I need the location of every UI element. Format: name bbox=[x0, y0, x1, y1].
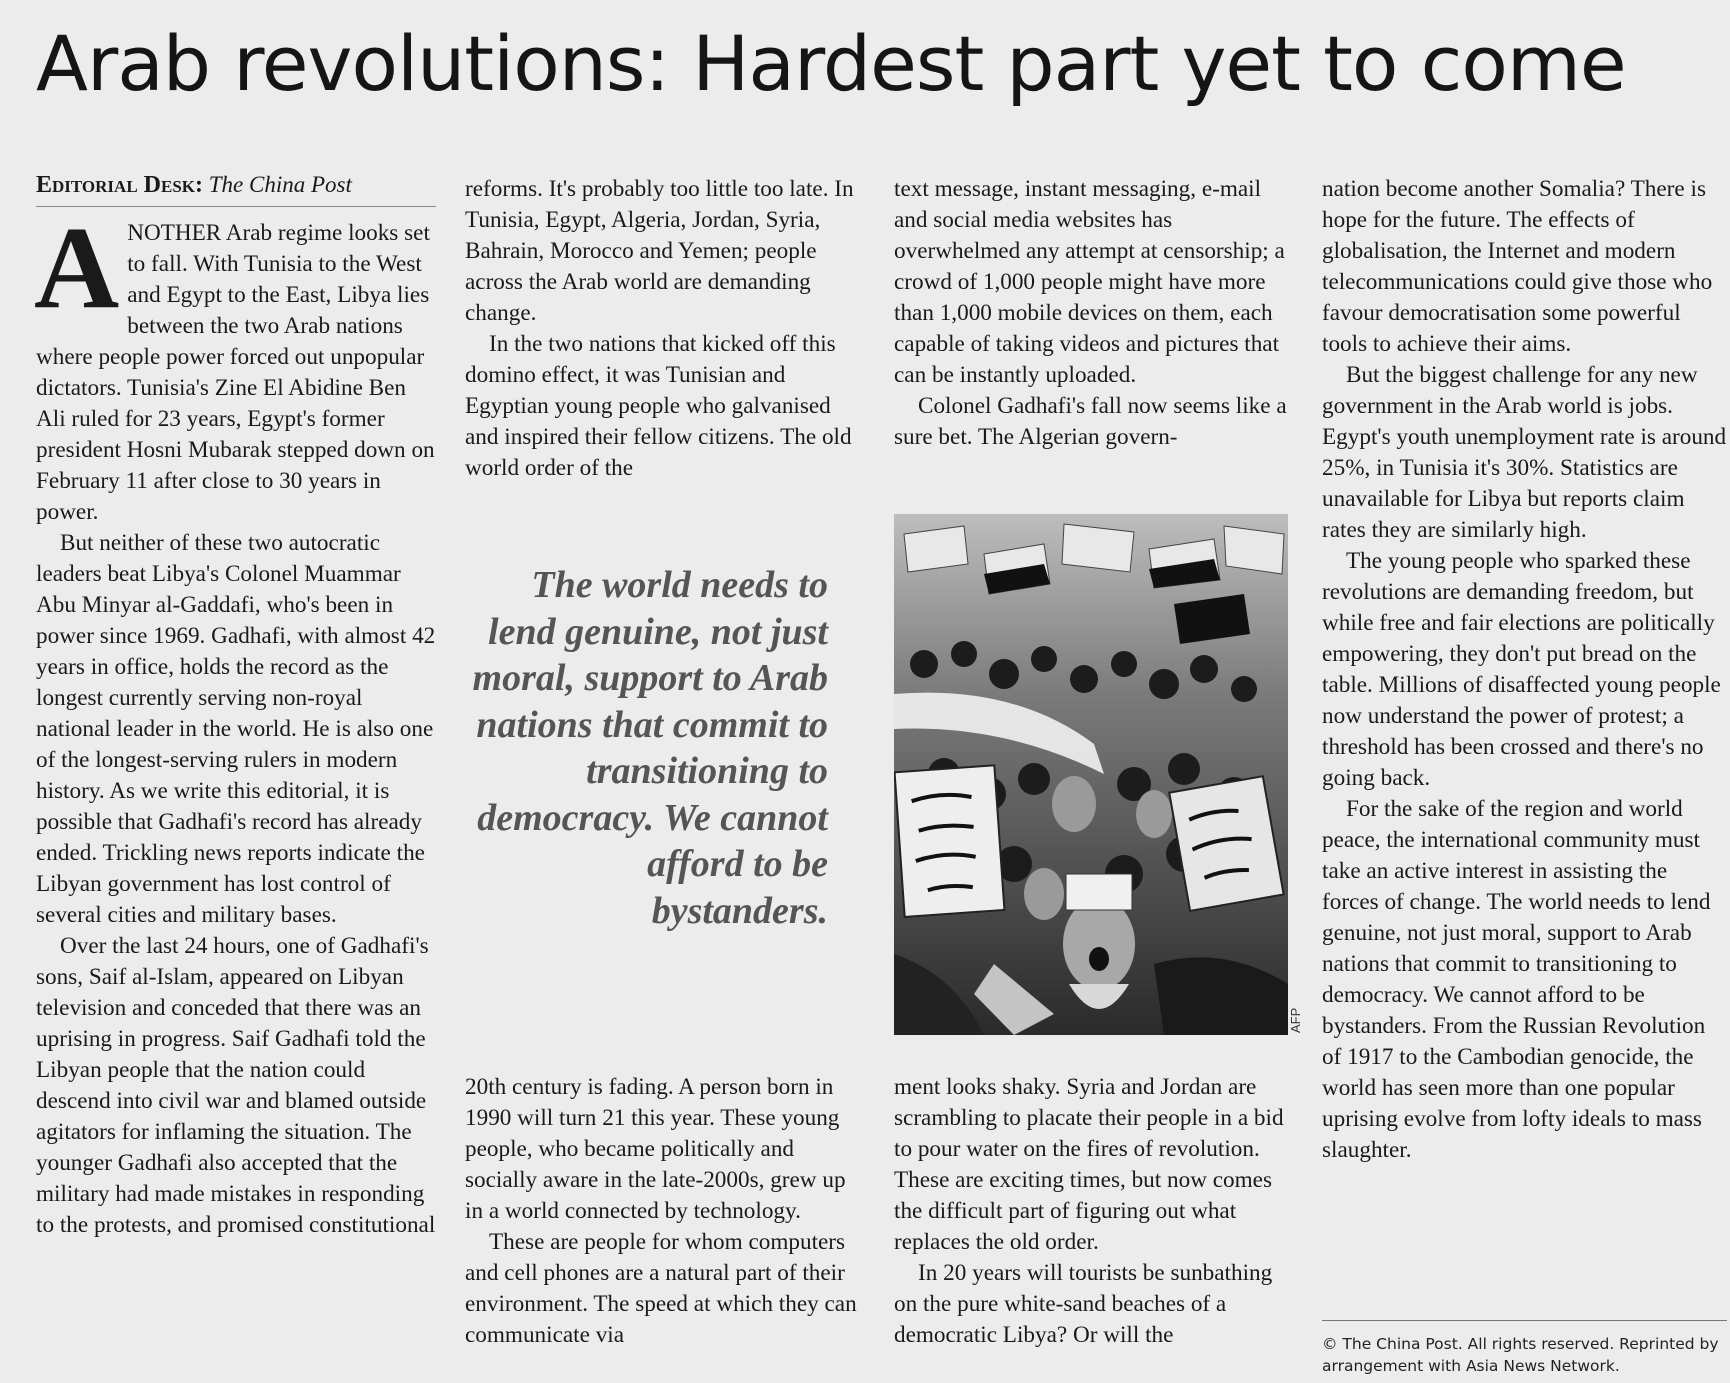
article-column-1 bbox=[34, 202, 438, 1241]
drop-cap: A bbox=[34, 202, 120, 333]
article-paragraph: But neither of these two autocratic leaders beat Libya's Colonel Muammar Abu Minyar al-Gaddafi, who's been in power since 1969. Gadhafi, with almost 42 years in office, holds the record as the longest currently serving non-royal national leader in the world. He is also one of the longest-serving rulers in modern history. As we write this editorial, it is possible that Gadhafi's record has already ended. Trickling news reports indicate the Libyan government has lost control of several cities and military bases. bbox=[36, 530, 436, 928]
byline-paper: The China Post bbox=[208, 172, 352, 197]
article-paragraph: ment looks shaky. Syria and Jordan are scrambling to placate their people in a bid to pour water on the fires of revolution. These are exciting times, but now comes the difficult part of figuring out what replaces the old order. bbox=[894, 1074, 1284, 1255]
article-paragraph: The young people who sparked these revolutions are demanding freedom, but while free and fair elections are politically empowering, they don't put bread on the table. Millions of disaffected young people now understand the power of protest; a threshold has been crossed and there's no going back. bbox=[1322, 548, 1721, 791]
pull-quote: The world needs to lend genuine, not just moral, support to Arab nations that commit to transitioning to democracy. We cannot afford to be bystanders. bbox=[472, 564, 828, 932]
article-paragraph: These are people for whom computers and cell phones are a natural part of their environment. The speed at which they can communicate via bbox=[465, 1229, 857, 1348]
protest-crowd-photo bbox=[894, 514, 1288, 1035]
article-column-2-top bbox=[465, 174, 865, 484]
article-paragraph: In the two nations that kicked off this domino effect, it was Tunisian and Egyptian young people who galvanised and inspired their fellow citizens. The old world order of the bbox=[465, 331, 852, 481]
article-column-4 bbox=[1322, 174, 1727, 1166]
photo-image bbox=[894, 514, 1288, 1035]
photo-credit: AFP bbox=[1288, 1007, 1303, 1033]
article-paragraph: Over the last 24 hours, one of Gadhafi's sons, Saif al-Islam, appeared on Libyan television and conceded that there was an uprising in progress. Saif Gadhafi told the Libyan people that the nation could descend into civil war and blamed outside agitators for inflaming the situation. The younger Gadhafi also accepted that the military had made mistakes in responding to the protests, and promised constitutional bbox=[36, 933, 436, 1238]
article-paragraph: reforms. It's probably too little too late. In Tunisia, Egypt, Algeria, Jordan, Syria, Bahrain, Morocco and Yemen; people across the Arab world are demanding change. bbox=[465, 176, 854, 326]
article-column-2-bottom bbox=[465, 1072, 865, 1351]
article-paragraph: ANOTHER Arab regime looks set to fall. With Tunisia to the West and Egypt to the East, Libya lies between the two Arab nations where people power forced out unpopular dictators. Tunisia's Zine El Abidine Ben Ali ruled for 23 years, Egypt's former president Hosni Mubarak stepped down on February 11 after close to 30 years in power. bbox=[34, 202, 435, 525]
headline: Arab revolutions: Hardest part yet to come bbox=[36, 19, 1626, 108]
article-column-3-top bbox=[894, 174, 1294, 453]
article-paragraph: nation become another Somalia? There is hope for the future. The effects of globalisation, the Internet and modern telecommunications could give those who favour democratisation some powerful tools to achieve their aims. bbox=[1322, 176, 1713, 357]
article-paragraph: text message, instant messaging, e-mail and social media websites has overwhelmed any attempt at censorship; a crowd of 1,000 people might have more than 1,000 mobile devices on them, each capable of taking videos and pictures that can be instantly uploaded. bbox=[894, 176, 1285, 388]
article-paragraph: In 20 years will tourists be sunbathing on the pure white-sand beaches of a democratic Libya? Or will the bbox=[894, 1260, 1273, 1348]
article-column-3-bottom bbox=[894, 1072, 1294, 1351]
article-paragraph: Colonel Gadhafi's fall now seems like a sure bet. The Algerian govern- bbox=[894, 393, 1287, 450]
article-paragraph: 20th century is fading. A person born in 1990 will turn 21 this year. These young people, who became politically and socially aware in the late-2000s, grew up in a world connected by technology. bbox=[465, 1074, 846, 1224]
article-paragraph: But the biggest challenge for any new government in the Arab world is jobs. Egypt's youth unemployment rate is around 25%, in Tunisia it's 30%. Statistics are unavailable for Libya but reports claim rates they are similarly high. bbox=[1322, 362, 1727, 543]
byline-desk: Editorial Desk: bbox=[36, 172, 204, 198]
article-paragraph: For the sake of the region and world peace, the international community must take an active interest in assisting the forces of change. The world needs to lend genuine, not just moral, support to Arab nations that commit to transitioning to democracy. We cannot afford to be bystanders. From the Russian Revolution of 1917 to the Cambodian genocide, the world has seen more than one popular uprising evolve from lofty ideals to mass slaughter. bbox=[1322, 796, 1711, 1163]
copyright-notice: © The China Post. All rights reserved. Reprinted by arrangement with Asia News Network. bbox=[1322, 1320, 1727, 1377]
